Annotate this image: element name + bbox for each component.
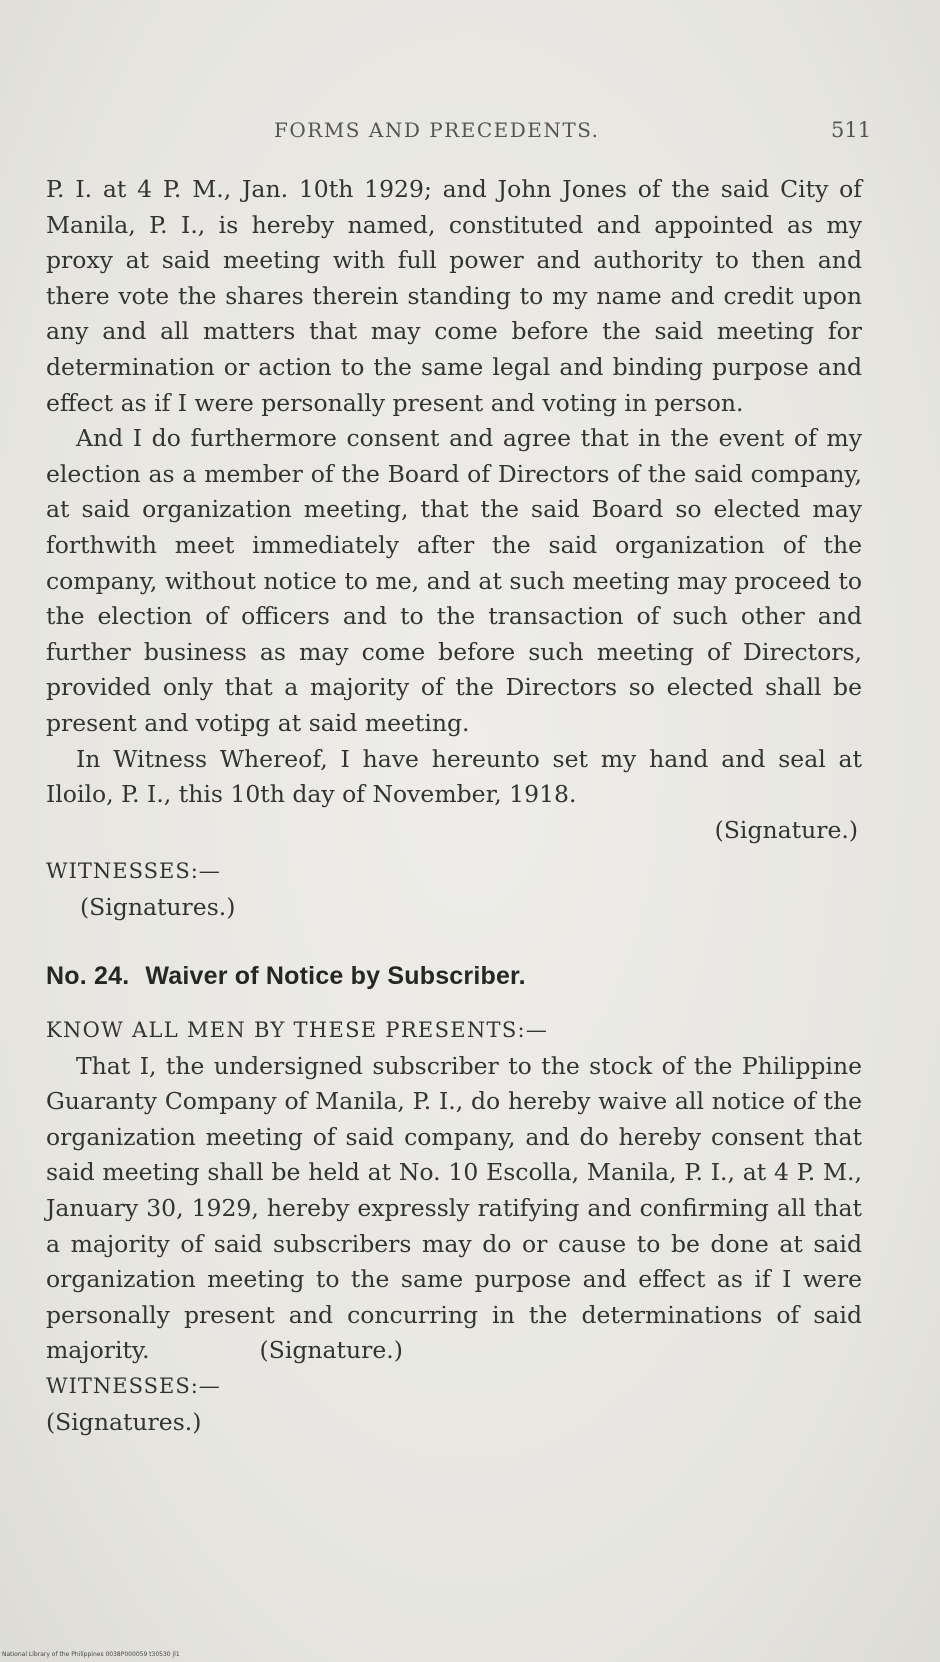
proxy-paragraph-2: And I do furthermore consent and agree that in the event of my election as a member of the Board of Directors of the said company, at said organization meeting, that the said Board so elected may forthwith meet immediately after the said organization of the company, without notice to me, and at such meeting may proceed to the election of officers and to the transaction of such other and further business as may come before such meeting of Directors, provided only that a majority of the Directors so elected shall be present and votipg at said meeting. bbox=[46, 424, 862, 737]
waiver-signature: (Signature.) bbox=[259, 1336, 403, 1365]
proxy-signature: (Signature.) bbox=[714, 815, 858, 844]
waiver-paragraph-text: That I, the undersigned subscriber to the stock of the Philippine Guaranty Company of Manila, P. I., do hereby waive all notice of the organization meeting of said company, and do hereby consent that said meeting shall be held at No. 10 Escolla, Manila, P. I., at 4 P. M., January 30, 1929, hereby expressly ratifying and confirming all that a majority of said subscribers may do or cause to be done at said organization meeting to the same purpose and effect as if I were personally present and concurring in the determinations of said majority. bbox=[46, 1051, 862, 1365]
scan-footer-id: National Library of the Philippines 0038P000059 t30530 jl1 bbox=[2, 1651, 180, 1658]
running-title: FORMS AND PRECEDENTS. bbox=[274, 118, 600, 142]
form-number: No. 24. bbox=[46, 962, 130, 991]
proxy-witnesses-label: WITNESSES:— bbox=[46, 859, 221, 884]
waiver-paragraph bbox=[46, 1049, 862, 1369]
waiver-opening: KNOW ALL MEN BY THESE PRESENTS:— bbox=[46, 1018, 549, 1043]
proxy-paragraph-3: In Witness Whereof, I have hereunto set my hand and seal at Iloilo, P. I., this 10th day of November, 1918. bbox=[46, 744, 862, 809]
waiver-witness-signatures: (Signatures.) bbox=[46, 1407, 202, 1436]
body-text bbox=[46, 172, 862, 1440]
running-head bbox=[0, 118, 940, 148]
proxy-paragraph-1: P. I. at 4 P. M., Jan. 10th 1929; and John Jones of the said City of Manila, P. I., is hereby named, constituted and appointed as my proxy at said meeting with full power and authority to then and there vote the shares therein standing to my name and credit upon any and all matters that may come before the said meeting for determination or action to the same legal and binding purpose and effect as if I were personally present and voting in person. bbox=[46, 175, 862, 417]
proxy-witness-signatures: (Signatures.) bbox=[80, 892, 236, 921]
form-heading bbox=[46, 959, 862, 995]
form-title: Waiver of Notice by Subscriber. bbox=[145, 962, 526, 991]
page-number: 511 bbox=[831, 118, 872, 142]
waiver-witnesses-label: WITNESSES:— bbox=[46, 1374, 221, 1398]
